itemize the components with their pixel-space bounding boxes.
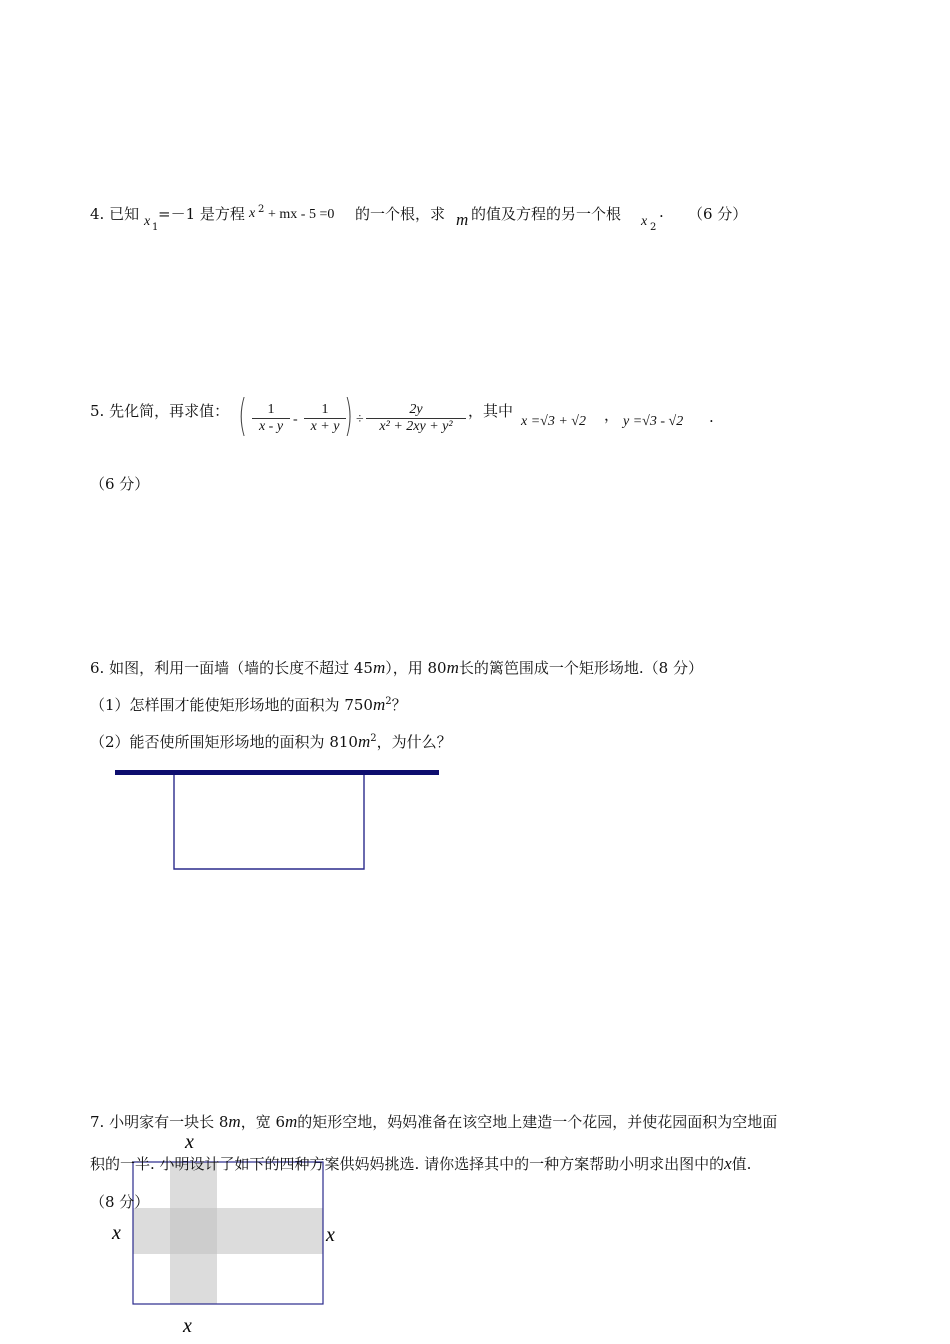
- q7-score: （8 分）: [90, 1193, 150, 1211]
- q4-tail: 的值及方程的另一个根: [471, 205, 622, 223]
- q6-text-2: ），用 80: [385, 659, 447, 677]
- q5-fraction-2: [304, 402, 346, 435]
- label-right-x: x: [326, 1224, 335, 1246]
- q7-text-3: 的矩形空地，妈妈准备在该空地上建造一个花园，并使花园面积为空地面: [297, 1113, 778, 1131]
- q4-eq-rest: + mx - 5 =0: [268, 207, 335, 222]
- fraction-1-numerator: 1: [252, 402, 290, 419]
- q7-unit-1: m: [228, 1112, 241, 1131]
- q6-subquestion-1: [90, 694, 407, 715]
- left-paren: (: [238, 390, 247, 441]
- q7-var-x: x: [724, 1154, 732, 1173]
- fraction-3-denominator: x² + 2xy + y²: [379, 419, 453, 434]
- q6-sub1-text: （1）怎样围才能使矩形场地的面积为 750: [90, 696, 373, 714]
- q4-score: （6 分）: [688, 205, 748, 223]
- strip-overlap: [170, 1208, 217, 1254]
- q6-sub1-end: ？: [391, 696, 407, 714]
- fraction-1-denominator: x - y: [258, 419, 284, 434]
- right-paren: ): [344, 390, 353, 441]
- q7-unit-2: m: [285, 1112, 298, 1131]
- q7-text-1: 7. 小明家有一块长 8: [90, 1113, 229, 1131]
- q4-x2-sub: 2: [650, 222, 657, 233]
- q6-sub2-unit: m: [357, 732, 371, 751]
- q4-eq-sup: 2: [258, 204, 265, 215]
- q4-mid: 的一个根，求: [355, 205, 446, 223]
- q6-text-3: 长的篱笆围成一个矩形场地.（8 分）: [458, 659, 703, 677]
- fraction-2-numerator: 1: [304, 402, 346, 419]
- q6-sub1-sup: 2: [385, 696, 392, 707]
- q6-unit-2: m: [446, 658, 459, 677]
- label-bottom-x: x: [183, 1315, 192, 1337]
- q6-unit-1: m: [372, 658, 386, 677]
- q5-fraction-3: [366, 402, 466, 435]
- q5-y-value: y =√3 - √2: [623, 414, 684, 429]
- q5-divide: ÷: [356, 412, 364, 427]
- fence-rectangle: [174, 775, 364, 869]
- q4-eq-var: x: [249, 206, 256, 221]
- q6-text-1: 6. 如图，利用一面墙（墙的长度不超过 45: [90, 659, 373, 677]
- q6-sub2-end: ，为什么？: [376, 733, 452, 751]
- q5-score: （6 分）: [90, 475, 150, 493]
- q4-prefix: 4. 已知: [90, 205, 140, 223]
- q7-line-1: [90, 1111, 777, 1132]
- q5-mid: ，其中: [468, 402, 514, 420]
- label-left-x: x: [112, 1222, 121, 1244]
- fraction-3-numerator: 2y: [366, 402, 466, 419]
- q4-x1: x: [144, 214, 151, 229]
- label-top-x: x: [185, 1131, 194, 1153]
- wall-line: [115, 770, 439, 775]
- q7-text-4: 积的一半. 小明设计了如下的四种方案供妈妈挑选. 请你选择其中的一种方案帮助小明求出图中的: [90, 1155, 725, 1173]
- q7-line-2: [90, 1153, 751, 1174]
- q5-minus: -: [293, 412, 298, 427]
- q5-x-value: x =√3 + √2: [521, 414, 586, 429]
- fraction-2-denominator: x + y: [310, 419, 340, 434]
- q6-sub2-text: （2）能否使所围矩形场地的面积为 810: [90, 733, 358, 751]
- q4-eq1: =－1 是方程: [158, 205, 245, 223]
- q7-text-2: ，宽 6: [240, 1113, 285, 1131]
- q5-fraction-1: [252, 402, 290, 435]
- q7-text-5: 值.: [731, 1155, 752, 1173]
- wall-fence-figure: [110, 765, 450, 875]
- q5-prefix: 5. 先化简，再求值：: [90, 402, 230, 420]
- q6-sub2-sup: 2: [370, 733, 377, 744]
- q4-end: .: [659, 203, 664, 221]
- q4-m: m: [456, 210, 469, 229]
- q5-comma: ，: [604, 406, 620, 424]
- q6-line-1: [90, 657, 703, 678]
- q6-sub1-unit: m: [372, 695, 386, 714]
- q4-x2: x: [641, 214, 648, 229]
- horizontal-strip: [133, 1208, 323, 1254]
- q5-end: .: [709, 408, 714, 426]
- q6-subquestion-2: [90, 731, 452, 752]
- q4-x1-sub: 1: [152, 222, 159, 233]
